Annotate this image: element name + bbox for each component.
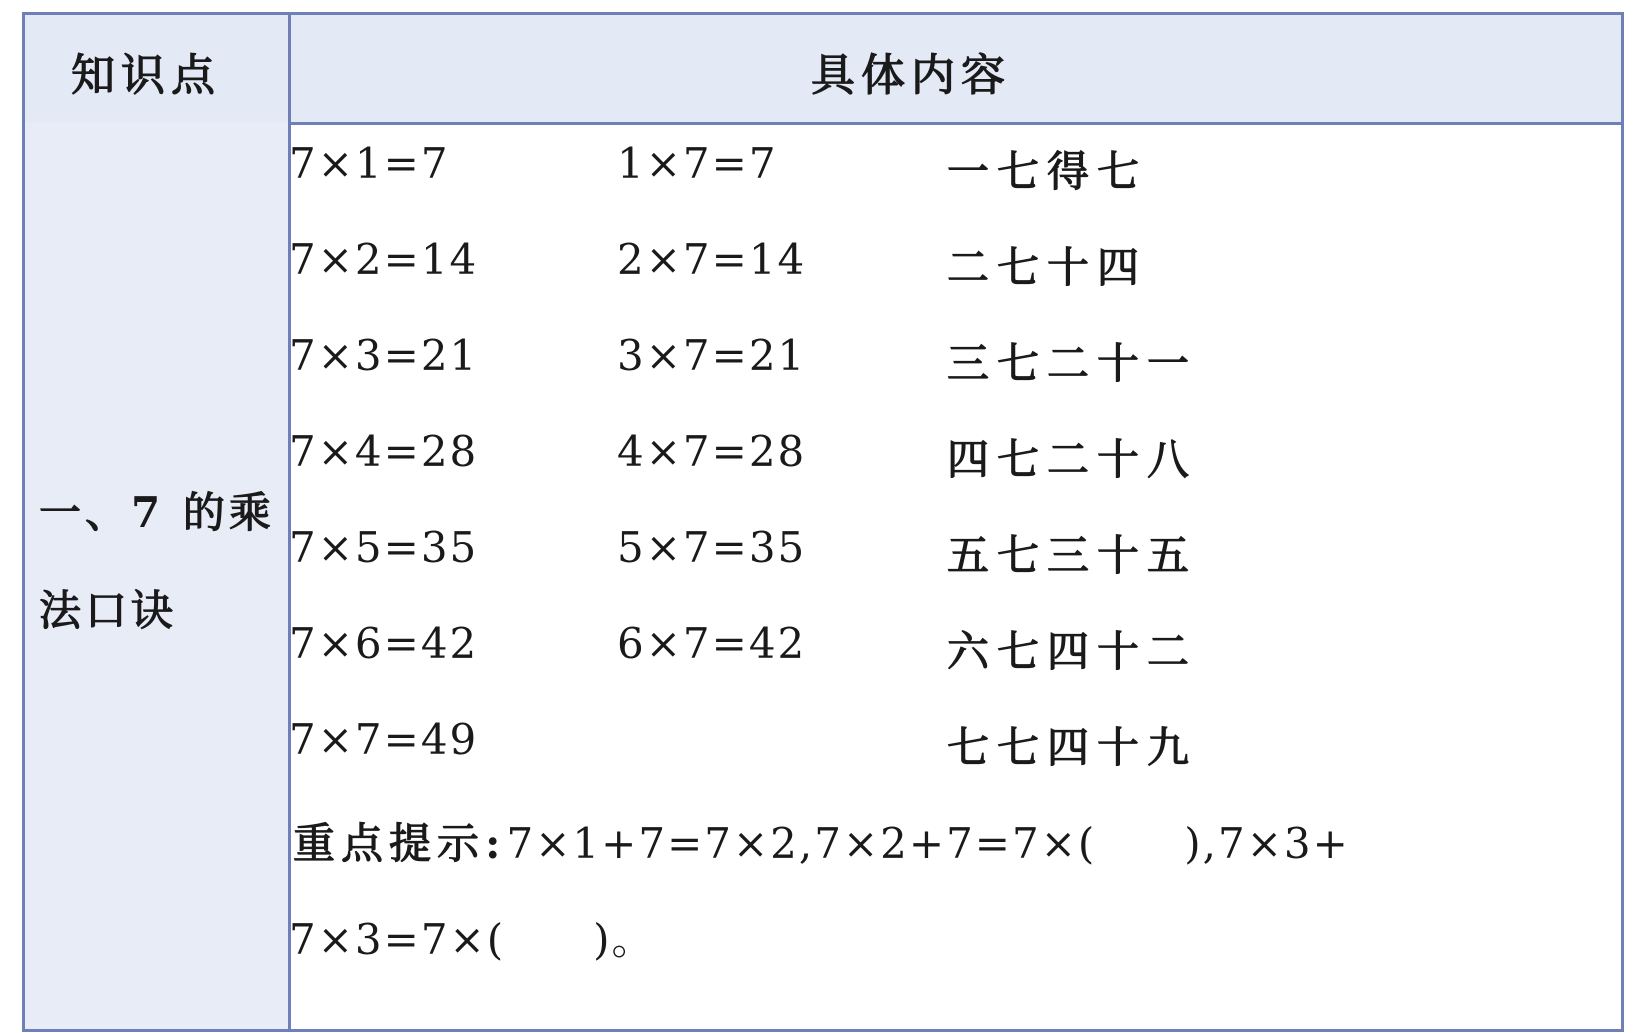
key-hint-label: 重点提示:	[293, 819, 507, 868]
formula-left: 7×6=42	[289, 619, 479, 668]
multiplication-chant: 四七二十八	[947, 435, 1198, 484]
header-content: 具体内容	[811, 50, 1011, 101]
header-topic: 知识点	[71, 50, 221, 101]
formula-right: 3×7=21	[617, 331, 807, 380]
knowledge-table	[22, 12, 1624, 1032]
topic-title-line2: 法口诀	[39, 586, 178, 635]
multiplication-chant: 一七得七	[947, 147, 1148, 196]
key-hint-text-line1: 7×1+7=7×2,7×2+7=7×( ),7×3+	[506, 819, 1350, 868]
formula-left: 7×2=14	[289, 235, 479, 284]
multiplication-chant: 五七三十五	[947, 531, 1198, 580]
topic-column-background	[25, 122, 288, 1029]
multiplication-chant: 七七四十九	[947, 723, 1198, 772]
formula-left: 7×5=35	[289, 523, 479, 572]
formula-right: 5×7=35	[617, 523, 807, 572]
formula-left: 7×1=7	[289, 139, 450, 188]
formula-left: 7×4=28	[289, 427, 479, 476]
topic-title-line1: 一、7 的乘	[39, 488, 275, 537]
formula-left: 7×7=49	[289, 715, 479, 764]
formula-left: 7×3=21	[289, 331, 479, 380]
multiplication-chant: 三七二十一	[947, 339, 1198, 388]
key-hint-line1	[293, 811, 1350, 871]
key-hint-line2: 7×3=7×( )。	[289, 915, 656, 964]
formula-right: 4×7=28	[617, 427, 807, 476]
multiplication-chant: 六七四十二	[947, 627, 1198, 676]
formula-right: 2×7=14	[617, 235, 807, 284]
formula-right: 6×7=42	[617, 619, 807, 668]
multiplication-chant: 二七十四	[947, 243, 1148, 292]
formula-right: 1×7=7	[617, 139, 778, 188]
